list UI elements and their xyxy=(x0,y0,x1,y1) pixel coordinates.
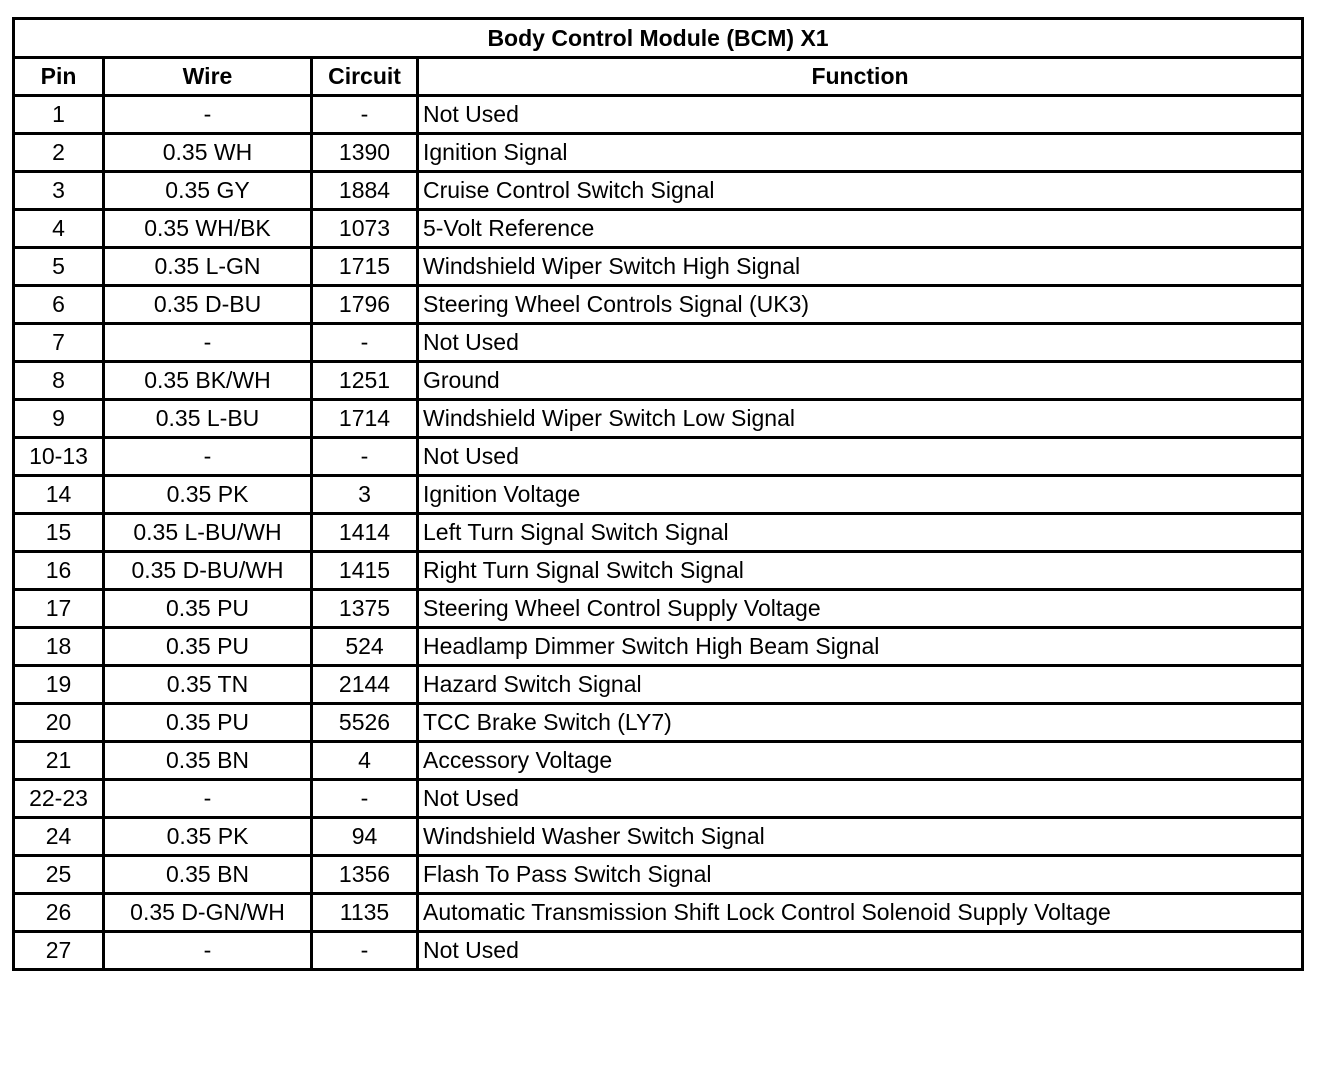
function-cell: Ground xyxy=(418,362,1303,400)
pin-cell: 6 xyxy=(14,286,104,324)
pin-cell: 19 xyxy=(14,666,104,704)
wire-cell: 0.35 L-BU/WH xyxy=(104,514,312,552)
function-cell: Steering Wheel Control Supply Voltage xyxy=(418,590,1303,628)
table-row xyxy=(14,628,1303,666)
pin-cell: 24 xyxy=(14,818,104,856)
wire-cell: 0.35 D-BU/WH xyxy=(104,552,312,590)
table-row xyxy=(14,514,1303,552)
function-cell: Right Turn Signal Switch Signal xyxy=(418,552,1303,590)
wire-cell: 0.35 BN xyxy=(104,742,312,780)
table-row xyxy=(14,134,1303,172)
pin-cell: 15 xyxy=(14,514,104,552)
pin-cell: 26 xyxy=(14,894,104,932)
table-row xyxy=(14,324,1303,362)
wire-cell: 0.35 WH xyxy=(104,134,312,172)
pin-cell: 16 xyxy=(14,552,104,590)
circuit-cell: 1251 xyxy=(312,362,418,400)
wire-cell: - xyxy=(104,932,312,970)
table-header-row xyxy=(14,58,1303,96)
function-cell: Ignition Voltage xyxy=(418,476,1303,514)
table-row xyxy=(14,704,1303,742)
table-row xyxy=(14,172,1303,210)
function-cell: Steering Wheel Controls Signal (UK3) xyxy=(418,286,1303,324)
pin-cell: 8 xyxy=(14,362,104,400)
circuit-cell: 1715 xyxy=(312,248,418,286)
header-circuit: Circuit xyxy=(312,58,418,96)
circuit-cell: - xyxy=(312,932,418,970)
circuit-cell: - xyxy=(312,96,418,134)
function-cell: Accessory Voltage xyxy=(418,742,1303,780)
table-title: Body Control Module (BCM) X1 xyxy=(14,19,1303,58)
wire-cell: 0.35 WH/BK xyxy=(104,210,312,248)
pin-cell: 18 xyxy=(14,628,104,666)
pin-cell: 1 xyxy=(14,96,104,134)
function-cell: Windshield Wiper Switch High Signal xyxy=(418,248,1303,286)
function-cell: Left Turn Signal Switch Signal xyxy=(418,514,1303,552)
function-cell: Not Used xyxy=(418,96,1303,134)
table-row xyxy=(14,362,1303,400)
table-row xyxy=(14,476,1303,514)
function-cell: Windshield Wiper Switch Low Signal xyxy=(418,400,1303,438)
wire-cell: 0.35 PK xyxy=(104,818,312,856)
circuit-cell: - xyxy=(312,324,418,362)
table-row xyxy=(14,742,1303,780)
wire-cell: 0.35 D-BU xyxy=(104,286,312,324)
function-cell: 5-Volt Reference xyxy=(418,210,1303,248)
wire-cell: 0.35 PU xyxy=(104,704,312,742)
function-cell: Hazard Switch Signal xyxy=(418,666,1303,704)
table-row xyxy=(14,210,1303,248)
connector-pinout-table xyxy=(12,17,1304,971)
table-row xyxy=(14,894,1303,932)
pin-cell: 17 xyxy=(14,590,104,628)
pin-cell: 10-13 xyxy=(14,438,104,476)
function-cell: Automatic Transmission Shift Lock Control Solenoid Supply Voltage xyxy=(418,894,1303,932)
table-row xyxy=(14,856,1303,894)
table-row xyxy=(14,666,1303,704)
circuit-cell: 1415 xyxy=(312,552,418,590)
pin-cell: 20 xyxy=(14,704,104,742)
wire-cell: 0.35 L-GN xyxy=(104,248,312,286)
circuit-cell: 1135 xyxy=(312,894,418,932)
pin-cell: 3 xyxy=(14,172,104,210)
circuit-cell: 1796 xyxy=(312,286,418,324)
wire-cell: 0.35 L-BU xyxy=(104,400,312,438)
function-cell: Not Used xyxy=(418,324,1303,362)
function-cell: TCC Brake Switch (LY7) xyxy=(418,704,1303,742)
function-cell: Not Used xyxy=(418,932,1303,970)
circuit-cell: 1375 xyxy=(312,590,418,628)
table-row xyxy=(14,286,1303,324)
table-row xyxy=(14,438,1303,476)
pin-cell: 5 xyxy=(14,248,104,286)
function-cell: Flash To Pass Switch Signal xyxy=(418,856,1303,894)
table-row xyxy=(14,780,1303,818)
table-row xyxy=(14,818,1303,856)
function-cell: Cruise Control Switch Signal xyxy=(418,172,1303,210)
wire-cell: - xyxy=(104,780,312,818)
pin-cell: 9 xyxy=(14,400,104,438)
function-cell: Ignition Signal xyxy=(418,134,1303,172)
table-row xyxy=(14,932,1303,970)
circuit-cell: - xyxy=(312,438,418,476)
header-function: Function xyxy=(418,58,1303,96)
function-cell: Headlamp Dimmer Switch High Beam Signal xyxy=(418,628,1303,666)
table-title-row xyxy=(14,19,1303,58)
wire-cell: 0.35 PK xyxy=(104,476,312,514)
table-row xyxy=(14,96,1303,134)
table-row xyxy=(14,552,1303,590)
circuit-cell: 3 xyxy=(312,476,418,514)
wire-cell: - xyxy=(104,96,312,134)
wire-cell: 0.35 GY xyxy=(104,172,312,210)
header-pin: Pin xyxy=(14,58,104,96)
wire-cell: 0.35 TN xyxy=(104,666,312,704)
wire-cell: 0.35 D-GN/WH xyxy=(104,894,312,932)
circuit-cell: 2144 xyxy=(312,666,418,704)
circuit-cell: 4 xyxy=(312,742,418,780)
table-row xyxy=(14,590,1303,628)
pin-cell: 21 xyxy=(14,742,104,780)
circuit-cell: - xyxy=(312,780,418,818)
function-cell: Not Used xyxy=(418,780,1303,818)
circuit-cell: 1414 xyxy=(312,514,418,552)
header-wire: Wire xyxy=(104,58,312,96)
circuit-cell: 1390 xyxy=(312,134,418,172)
pin-cell: 2 xyxy=(14,134,104,172)
wire-cell: - xyxy=(104,438,312,476)
wire-cell: 0.35 BN xyxy=(104,856,312,894)
wire-cell: 0.35 PU xyxy=(104,590,312,628)
pin-cell: 27 xyxy=(14,932,104,970)
pin-cell: 22-23 xyxy=(14,780,104,818)
table-body xyxy=(14,96,1303,970)
circuit-cell: 1356 xyxy=(312,856,418,894)
wire-cell: 0.35 PU xyxy=(104,628,312,666)
wire-cell: - xyxy=(104,324,312,362)
table-row xyxy=(14,248,1303,286)
table-row xyxy=(14,400,1303,438)
wire-cell: 0.35 BK/WH xyxy=(104,362,312,400)
pin-cell: 14 xyxy=(14,476,104,514)
pin-cell: 4 xyxy=(14,210,104,248)
function-cell: Windshield Washer Switch Signal xyxy=(418,818,1303,856)
function-cell: Not Used xyxy=(418,438,1303,476)
circuit-cell: 524 xyxy=(312,628,418,666)
circuit-cell: 1714 xyxy=(312,400,418,438)
circuit-cell: 5526 xyxy=(312,704,418,742)
pin-cell: 25 xyxy=(14,856,104,894)
circuit-cell: 1073 xyxy=(312,210,418,248)
circuit-cell: 1884 xyxy=(312,172,418,210)
pin-cell: 7 xyxy=(14,324,104,362)
circuit-cell: 94 xyxy=(312,818,418,856)
